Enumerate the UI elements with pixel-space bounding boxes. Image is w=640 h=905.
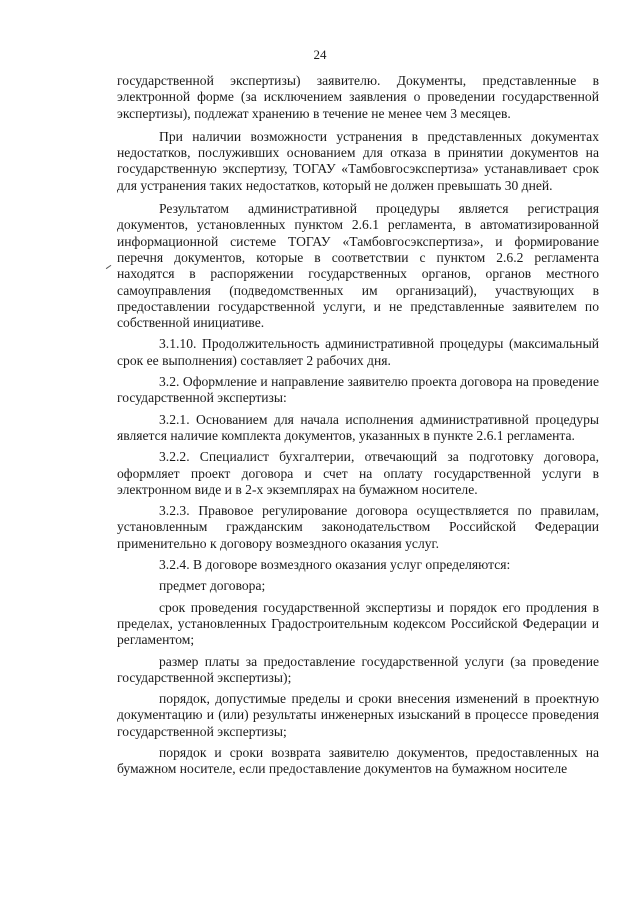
- list-item-subject: предмет договора;: [159, 578, 266, 594]
- document-body: [117, 73, 599, 778]
- paragraph-deficiencies: При наличии возможности устранения в представленных документах недостатков, послуживших основанием для отказа в принятии документов на государственную экспертизу, ТОГАУ «Тамбовгосэкспертиза» устанавливает срок для устранения таких недостатков, который не должен превышать 30 дней.: [117, 128, 599, 193]
- list-item-term: срок проведения государственной экспертизы и порядок его продления в пределах, установленных Градостроительным кодексом Российской Федерации и регламентом;: [117, 599, 599, 648]
- paragraph-3-2-4: 3.2.4. В договоре возмездного оказания услуг определяются:: [159, 557, 511, 573]
- paragraph-result: Результатом административной процедуры является регистрация документов, установленных пунктом 2.6.1 регламента, в автоматизированной информационной системе ТОГАУ «Тамбовгосэкспертиза», и формирование перечня документов, которые в соответствии с пунктом 2.6.2 регламента находятся в распоряжении государственных органов, органов местного самоуправления (подведомственных им организаций), участвующих в предоставлении государственной услуги, и не представленные заявителем по собственной инициативе.: [117, 201, 599, 331]
- paragraph-3-2-3: 3.2.3. Правовое регулирование договора осуществляется по правилам, установленным гражданским законодательством Российской Федерации применительно к договору возмездного оказания услуг.: [117, 503, 599, 551]
- list-item-return: порядок и сроки возврата заявителю документов, предоставленных на бумажном носителе, если предоставление документов на бумажном носителе: [117, 744, 599, 777]
- paragraph-3-1-10: 3.1.10. Продолжительность административной процедуры (максимальный срок ее выполнения) составляет 2 рабочих дня.: [117, 336, 599, 368]
- scan-mark: [106, 265, 114, 273]
- list-item-fee: размер платы за предоставление государственной услуги (за проведение государственной экспертизы);: [117, 653, 599, 685]
- paragraph-continuation: государственной экспертизы) заявителю. Документы, представленные в электронной форме (за исключением заявления о проведении государственной экспертизы), подлежат хранению в течение не менее чем 3 месяцев.: [117, 73, 599, 121]
- paragraph-3-2-1: 3.2.1. Основанием для начала исполнения административной процедуры является наличие комплекта документов, указанных в пункте 2.6.1 регламента.: [117, 411, 599, 443]
- paragraph-3-2-2: 3.2.2. Специалист бухгалтерии, отвечающий за подготовку договора, оформляет проект договора и счет на оплату государственной услуги в электронном виде и в 2-х экземплярах на бумажном носителе.: [117, 449, 599, 497]
- page-number: 24: [313, 47, 327, 62]
- list-item-changes: порядок, допустимые пределы и сроки внесения изменений в проектную документацию и (или) результаты инженерных изысканий в процессе проведения государственной экспертизы;: [117, 691, 599, 739]
- paragraph-3-2: 3.2. Оформление и направление заявителю проекта договора на проведение государственной экспертизы:: [117, 374, 599, 406]
